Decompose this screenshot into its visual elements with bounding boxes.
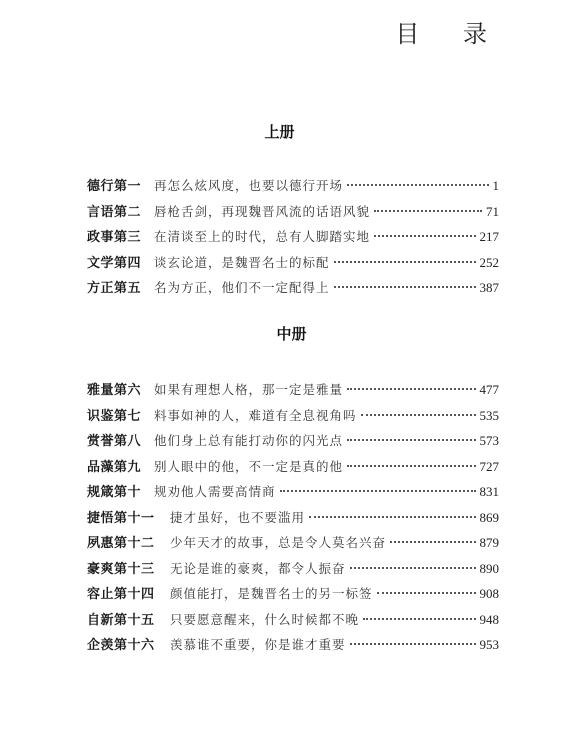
dot-leader	[390, 541, 475, 543]
dot-leader	[374, 210, 482, 212]
toc-page-number: 535	[479, 407, 499, 423]
toc-page-number: 908	[479, 586, 499, 601]
toc-chapter-label: 豪爽第十三	[87, 561, 155, 577]
toc-entry[interactable]	[87, 277, 499, 303]
toc-page-number: 71	[486, 203, 499, 219]
toc-entry-title: 他们身上总有能打动你的闪光点	[154, 433, 344, 448]
toc-chapter-label: 方正第五	[87, 281, 142, 296]
toc-page-number: 217	[479, 229, 499, 244]
toc-entry[interactable]	[87, 609, 499, 635]
dot-leader	[350, 643, 476, 645]
toc-list-volume-2	[87, 379, 499, 660]
dot-leader	[347, 465, 475, 467]
toc-entry-title: 名为方正，他们不一定配得上	[154, 280, 330, 295]
toc-chapter-label: 容止第十四	[87, 587, 155, 602]
toc-entry-title: 谈玄论道，是魏晋名士的标配	[154, 254, 330, 270]
dot-leader	[334, 261, 476, 263]
dot-leader	[350, 567, 476, 569]
toc-entry-title: 唇枪舌剑，再现魏晋风流的话语风貌	[154, 203, 371, 219]
toc-entry[interactable]	[87, 507, 499, 533]
dot-leader	[363, 618, 475, 620]
toc-entry[interactable]	[87, 481, 499, 507]
toc-entry-title: 规劝他人需要高情商	[154, 484, 276, 499]
toc-list-volume-1	[87, 175, 499, 303]
toc-entry[interactable]	[87, 456, 499, 482]
section-heading-volume-2: 中册	[276, 325, 307, 343]
dot-leader	[347, 439, 475, 441]
dot-leader	[347, 388, 475, 390]
toc-entry[interactable]	[87, 583, 499, 609]
toc-entry-title: 捷才虽好，也不要滥用	[170, 509, 306, 525]
dot-leader	[280, 490, 476, 492]
toc-page-number: 573	[479, 433, 499, 448]
toc-entry-title: 羡慕谁不重要，你是谁才重要	[170, 637, 346, 652]
toc-entry[interactable]	[87, 634, 499, 660]
toc-entry-title: 料事如神的人，难道有全息视角吗	[154, 407, 357, 423]
toc-entry[interactable]	[87, 201, 499, 227]
toc-chapter-label: 捷悟第十一	[87, 510, 155, 526]
toc-entry-title: 如果有理想人格，那一定是雅量	[154, 382, 344, 397]
toc-page-number: 477	[479, 382, 499, 397]
toc-page-number: 879	[479, 535, 499, 550]
dot-leader	[361, 414, 476, 416]
toc-entry[interactable]	[87, 226, 499, 252]
toc-entry-title: 无论是谁的豪爽，都令人振奋	[170, 560, 346, 576]
toc-chapter-label: 品藻第九	[87, 459, 142, 475]
toc-page-number: 1	[492, 178, 499, 193]
toc-chapter-label: 规箴第十	[87, 485, 142, 500]
toc-page-number: 252	[479, 254, 499, 270]
toc-entry-title: 在清谈至上的时代，总有人脚踏实地	[154, 229, 371, 244]
toc-chapter-label: 自新第十五	[87, 612, 155, 628]
toc-chapter-label: 政事第三	[87, 230, 142, 245]
toc-chapter-label: 夙惠第十二	[87, 536, 155, 551]
toc-entry[interactable]	[87, 252, 499, 278]
toc-chapter-label: 识鉴第七	[87, 408, 142, 424]
toc-entry-title: 再怎么炫风度，也要以德行开场	[154, 178, 344, 193]
dot-leader	[334, 286, 476, 288]
dot-leader	[309, 516, 475, 518]
toc-entry-title: 别人眼中的他，不一定是真的他	[154, 458, 344, 474]
toc-entry[interactable]	[87, 430, 499, 456]
toc-page-number: 727	[479, 458, 499, 474]
dot-leader	[377, 592, 476, 594]
toc-page-number: 869	[479, 509, 499, 525]
toc-entry-title: 颜值能打，是魏晋名士的另一标签	[170, 586, 373, 601]
toc-entry[interactable]	[87, 405, 499, 431]
toc-entry[interactable]	[87, 175, 499, 201]
toc-page-number: 953	[479, 637, 499, 652]
toc-entry-title: 少年天才的故事，总是令人莫名兴奋	[170, 535, 387, 550]
dot-leader	[347, 184, 488, 186]
toc-page-number: 831	[479, 484, 499, 499]
toc-entry[interactable]	[87, 532, 499, 558]
page-title: 目 录	[395, 20, 505, 48]
toc-page-number: 387	[479, 280, 499, 295]
toc-chapter-label: 雅量第六	[87, 383, 142, 398]
toc-chapter-label: 言语第二	[87, 204, 142, 220]
toc-chapter-label: 德行第一	[87, 179, 142, 194]
toc-chapter-label: 赏誉第八	[87, 434, 142, 449]
dot-leader	[374, 235, 475, 237]
toc-chapter-label: 企羡第十六	[87, 638, 155, 653]
toc-entry-title: 只要愿意醒来，什么时候都不晚	[170, 611, 360, 627]
toc-page-number: 948	[479, 611, 499, 627]
toc-page-number: 890	[479, 560, 499, 576]
section-heading-volume-1: 上册	[264, 123, 295, 141]
toc-chapter-label: 文学第四	[87, 255, 142, 271]
toc-entry[interactable]	[87, 558, 499, 584]
toc-entry[interactable]	[87, 379, 499, 405]
